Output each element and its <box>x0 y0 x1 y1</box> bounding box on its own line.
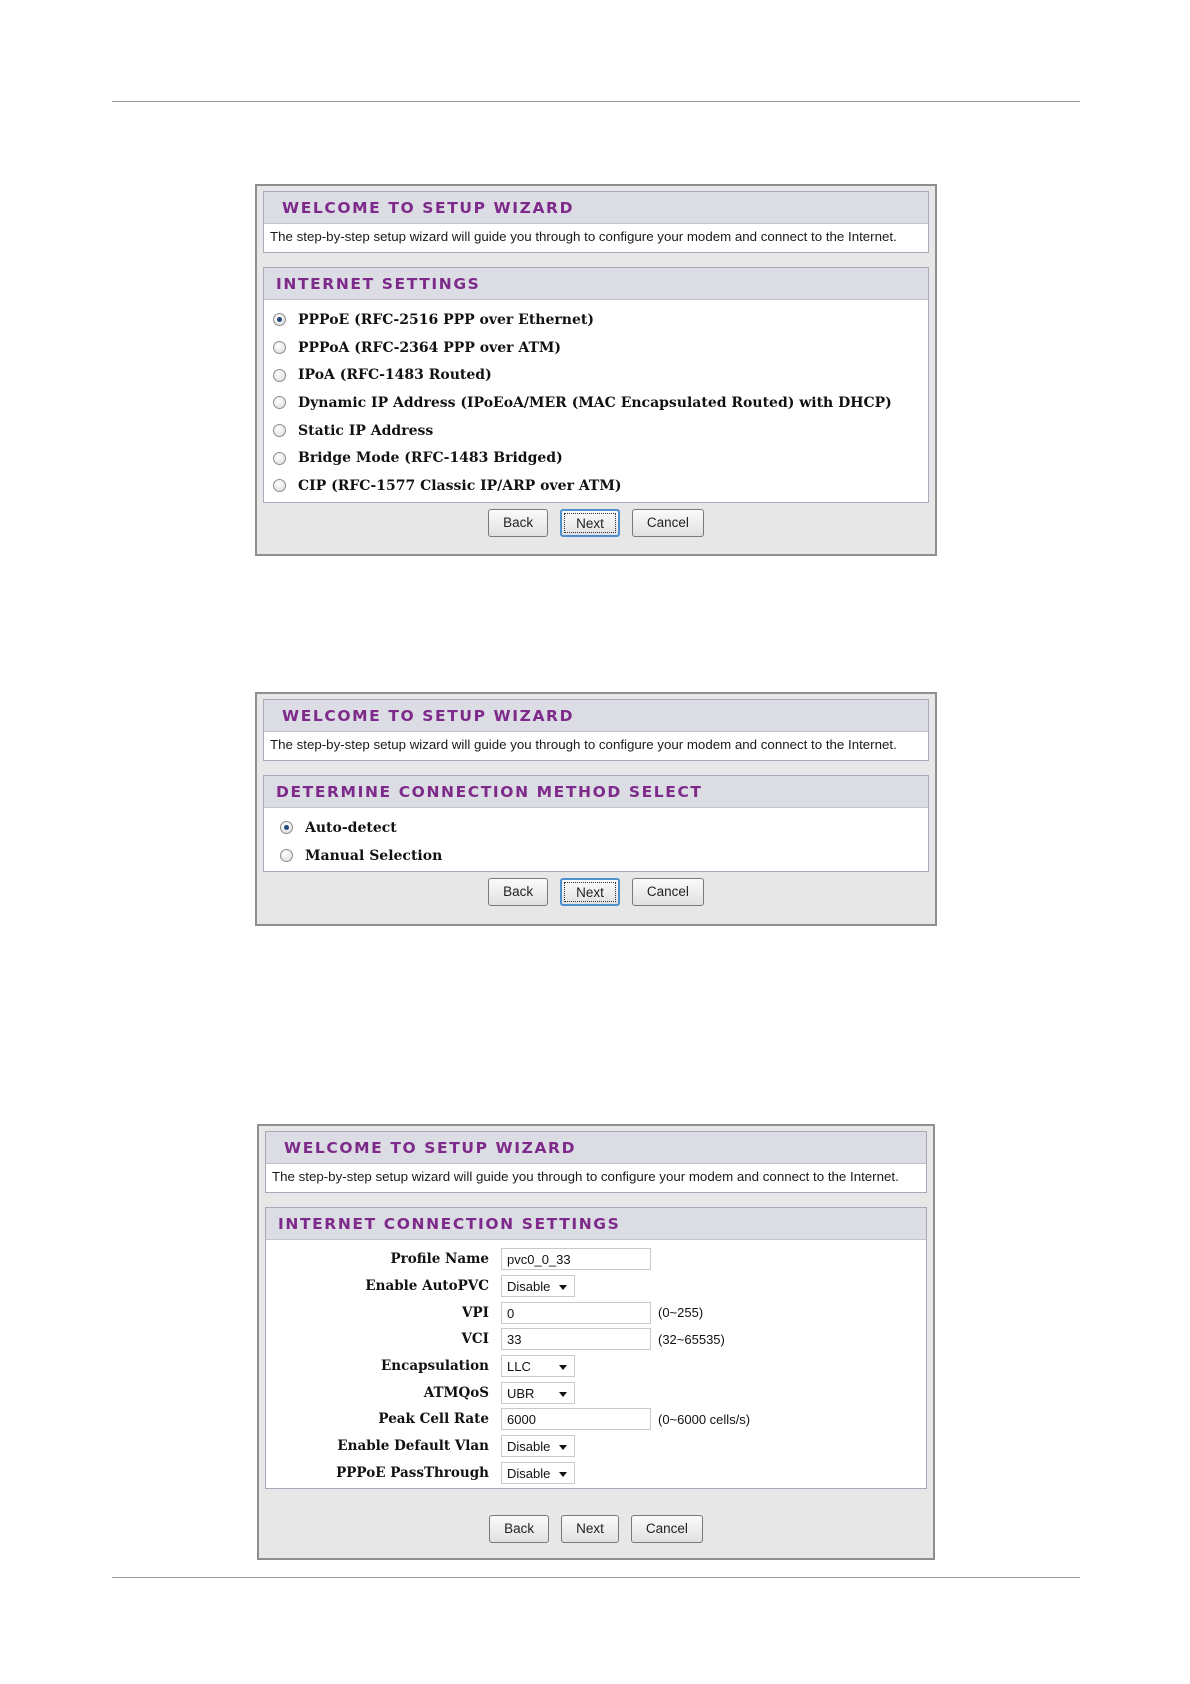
back-button[interactable]: Back <box>489 1515 549 1543</box>
dropdown-arrow-icon <box>559 1472 567 1477</box>
wizard-buttons <box>265 1515 927 1543</box>
select-value: Disable <box>507 1439 551 1455</box>
option-dynamic-ip[interactable] <box>272 389 920 417</box>
peak-cell-rate-row <box>266 1406 926 1433</box>
atmqos-select[interactable] <box>501 1382 575 1404</box>
next-button[interactable]: Next <box>560 509 620 537</box>
radio-button[interactable] <box>273 452 286 465</box>
dropdown-arrow-icon <box>559 1365 567 1370</box>
dropdown-arrow-icon <box>559 1392 567 1397</box>
vpi-range-hint: (0~255) <box>658 1305 704 1321</box>
radio-button[interactable] <box>273 424 286 437</box>
welcome-description: The step-by-step setup wizard will guide you through to configure your modem and connect to the Internet. <box>270 737 897 752</box>
welcome-title: WELCOME TO SETUP WIZARD <box>264 700 928 732</box>
option-label: CIP (RFC-1577 Classic IP/ARP over ATM) <box>298 477 622 494</box>
connection-settings-form <box>266 1240 926 1488</box>
profile-name-label: Profile Name <box>390 1251 489 1268</box>
welcome-title: WELCOME TO SETUP WIZARD <box>264 192 928 224</box>
radio-button[interactable] <box>273 479 286 492</box>
cancel-button[interactable]: Cancel <box>631 1515 703 1543</box>
select-value: LLC <box>507 1359 531 1375</box>
option-label: Manual Selection <box>305 847 443 864</box>
setup-wizard-internet-settings <box>255 184 937 556</box>
welcome-panel <box>265 1131 927 1193</box>
wizard-buttons <box>263 509 929 537</box>
connection-type-options <box>264 300 928 502</box>
option-pppoe[interactable] <box>272 306 920 334</box>
profile-name-input[interactable]: pvc0_0_33 <box>501 1248 651 1270</box>
vpi-label: VPI <box>462 1304 489 1321</box>
option-label: PPPoE (RFC-2516 PPP over Ethernet) <box>298 311 594 328</box>
vci-row <box>266 1326 926 1353</box>
option-label: IPoA (RFC-1483 Routed) <box>298 367 492 384</box>
atmqos-row <box>266 1379 926 1406</box>
welcome-panel <box>263 699 929 761</box>
welcome-description: The step-by-step setup wizard will guide you through to configure your modem and connect to the Internet. <box>272 1169 899 1184</box>
option-pppoa[interactable] <box>272 334 920 362</box>
setup-wizard-connection-method <box>255 692 937 926</box>
cancel-button[interactable]: Cancel <box>632 878 704 906</box>
section-title: INTERNET SETTINGS <box>264 268 928 300</box>
peak-cell-rate-hint: (0~6000 cells/s) <box>658 1411 751 1427</box>
select-value: Disable <box>507 1465 551 1481</box>
select-value: Disable <box>507 1279 551 1295</box>
welcome-title: WELCOME TO SETUP WIZARD <box>266 1132 926 1164</box>
pppoe-passthrough-select[interactable] <box>501 1462 575 1484</box>
section-title: DETERMINE CONNECTION METHOD SELECT <box>264 776 928 808</box>
encapsulation-row <box>266 1353 926 1380</box>
setup-wizard-connection-settings <box>257 1124 935 1560</box>
enable-default-vlan-row <box>266 1433 926 1460</box>
back-button[interactable]: Back <box>488 878 548 906</box>
vci-label: VCI <box>461 1331 489 1348</box>
enable-default-vlan-label: Enable Default Vlan <box>337 1438 489 1455</box>
option-static-ip[interactable] <box>272 417 920 445</box>
option-ipoa[interactable] <box>272 361 920 389</box>
internet-settings-panel <box>263 267 929 503</box>
back-button[interactable]: Back <box>488 509 548 537</box>
encapsulation-select[interactable] <box>501 1355 575 1377</box>
option-manual-selection[interactable] <box>279 842 920 870</box>
encapsulation-label: Encapsulation <box>381 1358 489 1375</box>
option-label: Auto-detect <box>305 819 397 836</box>
radio-button[interactable] <box>280 849 293 862</box>
enable-autopvc-label: Enable AutoPVC <box>365 1278 489 1295</box>
enable-autopvc-row <box>266 1273 926 1300</box>
page-top-rule <box>112 101 1080 102</box>
vpi-row <box>266 1299 926 1326</box>
option-auto-detect[interactable] <box>279 814 920 842</box>
connection-settings-panel <box>265 1207 927 1489</box>
pppoe-passthrough-row <box>266 1460 926 1487</box>
option-bridge-mode[interactable] <box>272 444 920 472</box>
dropdown-arrow-icon <box>559 1285 567 1290</box>
radio-button[interactable] <box>273 313 286 326</box>
peak-cell-rate-input[interactable]: 6000 <box>501 1408 651 1430</box>
option-label: Bridge Mode (RFC-1483 Bridged) <box>298 450 563 467</box>
option-label: Dynamic IP Address (IPoEoA/MER (MAC Encapsulated Routed) with DHCP) <box>298 394 892 411</box>
vpi-input[interactable]: 0 <box>501 1302 651 1324</box>
enable-autopvc-select[interactable] <box>501 1275 575 1297</box>
radio-button[interactable] <box>273 341 286 354</box>
section-title: INTERNET CONNECTION SETTINGS <box>266 1208 926 1240</box>
page-bottom-rule <box>112 1577 1080 1578</box>
pppoe-passthrough-label: PPPoE PassThrough <box>336 1464 489 1481</box>
welcome-panel <box>263 191 929 253</box>
cancel-button[interactable]: Cancel <box>632 509 704 537</box>
radio-button[interactable] <box>273 396 286 409</box>
radio-button[interactable] <box>280 821 293 834</box>
connection-method-panel <box>263 775 929 872</box>
radio-button[interactable] <box>273 369 286 382</box>
enable-default-vlan-select[interactable] <box>501 1435 575 1457</box>
select-value: UBR <box>507 1385 535 1401</box>
peak-cell-rate-label: Peak Cell Rate <box>378 1411 489 1428</box>
atmqos-label: ATMQoS <box>423 1384 489 1401</box>
next-button[interactable]: Next <box>561 1515 619 1543</box>
next-button[interactable]: Next <box>560 878 620 906</box>
vci-range-hint: (32~65535) <box>658 1331 725 1347</box>
welcome-description: The step-by-step setup wizard will guide you through to configure your modem and connect to the Internet. <box>270 229 897 244</box>
wizard-buttons <box>263 878 929 906</box>
option-label: Static IP Address <box>298 422 434 439</box>
connection-method-options <box>264 808 928 871</box>
dropdown-arrow-icon <box>559 1445 567 1450</box>
vci-input[interactable]: 33 <box>501 1328 651 1350</box>
option-cip[interactable] <box>272 472 920 500</box>
profile-name-row <box>266 1246 926 1273</box>
option-label: PPPoA (RFC-2364 PPP over ATM) <box>298 339 561 356</box>
